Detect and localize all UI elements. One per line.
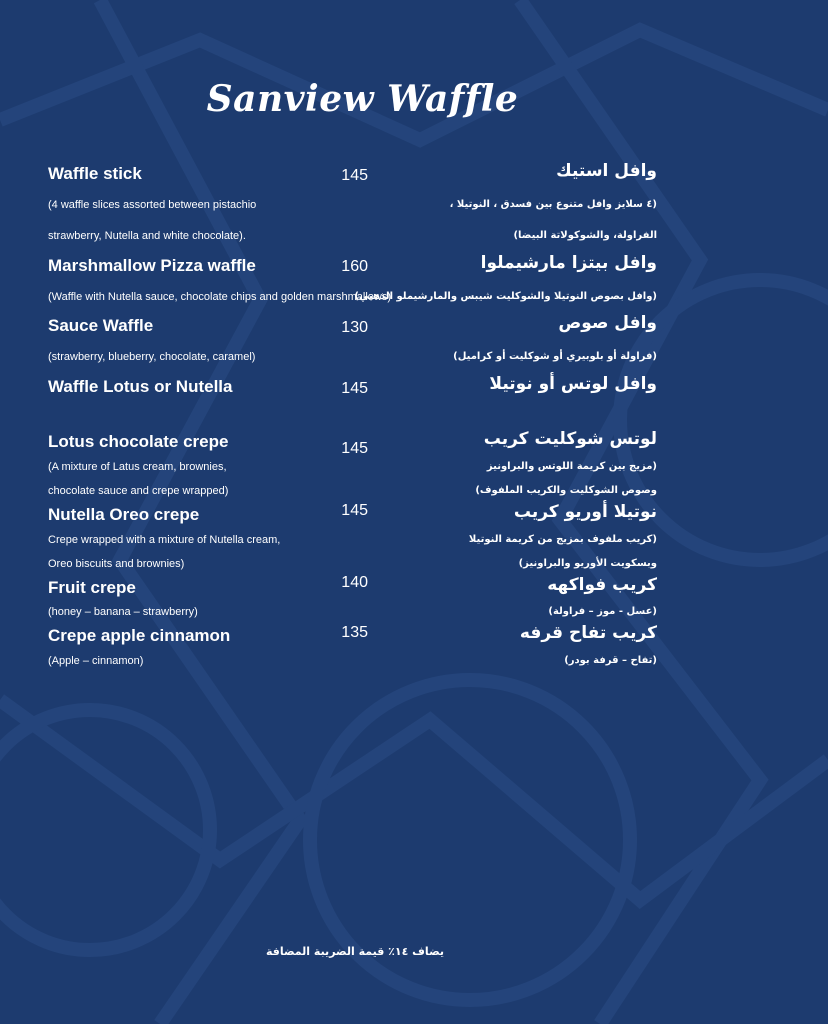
item-description-en: (A mixture of Latus cream, brownies, <box>48 461 227 473</box>
item-price: 145 <box>341 167 368 184</box>
item-price: 140 <box>341 574 368 591</box>
item-name-en: Fruit crepe <box>48 578 136 597</box>
item-description-en: (Waffle with Nutella sauce, chocolate chips and golden marshmallows) <box>48 291 391 303</box>
item-description-en: (honey – banana – strawberry) <box>48 606 198 618</box>
item-description-ar: (٤ سلايز وافل متنوع بين فسدق ، النوتيلا ، <box>449 199 657 210</box>
item-name-en: Sauce Waffle <box>48 316 154 335</box>
item-name-ar: كريب تفاح قرفه <box>519 623 657 643</box>
item-name-ar: وافل استيك <box>556 161 657 181</box>
item-description-en: (strawberry, blueberry, chocolate, caramel) <box>48 351 256 363</box>
item-name-ar: وافل لوتس أو نوتيلا <box>489 374 657 394</box>
item-description-en: chocolate sauce and crepe wrapped) <box>48 485 229 497</box>
item-description-ar: وبسكويت الأوريو والبراونيز) <box>518 558 657 569</box>
item-price: 160 <box>341 258 368 275</box>
item-name-en: Lotus chocolate crepe <box>48 432 229 451</box>
item-name-ar: كريب فواكهه <box>547 575 657 595</box>
item-description-ar: (عسل - موز – فراولة) <box>548 606 657 617</box>
item-name-ar: وافل صوص <box>558 313 657 333</box>
item-description-en: (4 waffle slices assorted between pistachio <box>48 199 257 211</box>
item-description-ar: (كريب ملفوف بمزيج من كريمة النوتيلا <box>468 534 657 545</box>
item-name-ar: لوتس شوكليت كريب <box>483 429 657 449</box>
item-description-ar: وصوص الشوكليت والكريب الملفوف) <box>475 485 657 496</box>
item-description-en: Oreo biscuits and brownies) <box>48 558 185 570</box>
item-price: 130 <box>341 319 368 336</box>
item-name-ar: نوتيلا أوريو كريب <box>513 502 657 522</box>
item-price: 145 <box>341 502 368 519</box>
item-description-ar: (مزيج بين كريمة اللوتس والبراونيز <box>486 461 657 472</box>
item-description-en: strawberry, Nutella and white chocolate). <box>48 230 246 242</box>
item-price: 135 <box>341 624 368 641</box>
item-name-en: Waffle stick <box>48 164 142 183</box>
vat-note: يضاف ١٤٪ قيمة الضريبة المضافة <box>265 945 445 958</box>
item-description-ar: الفراولة، والشوكولاتة البيضا) <box>513 230 657 241</box>
item-price: 145 <box>341 440 368 457</box>
item-price: 145 <box>341 380 368 397</box>
item-name-en: Waffle Lotus or Nutella <box>48 377 233 396</box>
menu-title: Sanview Waffle <box>206 78 519 120</box>
item-description-en: (Apple – cinnamon) <box>48 655 144 667</box>
item-description-ar: (وافل بصوص النوتيلا والشوكليت شيبس والمارشيملو الذهبي) <box>354 291 657 302</box>
item-name-en: Nutella Oreo crepe <box>48 505 200 524</box>
item-description-ar: (فراولة أو بلوبيري أو شوكليت أو كراميل) <box>453 351 657 362</box>
item-name-ar: وافل بيتزا مارشيملوا <box>480 253 657 273</box>
item-description-en: Crepe wrapped with a mixture of Nutella cream, <box>48 534 281 546</box>
item-description-ar: (تفاح – قرفة بودر) <box>564 655 657 666</box>
item-name-en: Crepe apple cinnamon <box>48 626 231 645</box>
item-name-en: Marshmallow Pizza waffle <box>48 256 256 275</box>
